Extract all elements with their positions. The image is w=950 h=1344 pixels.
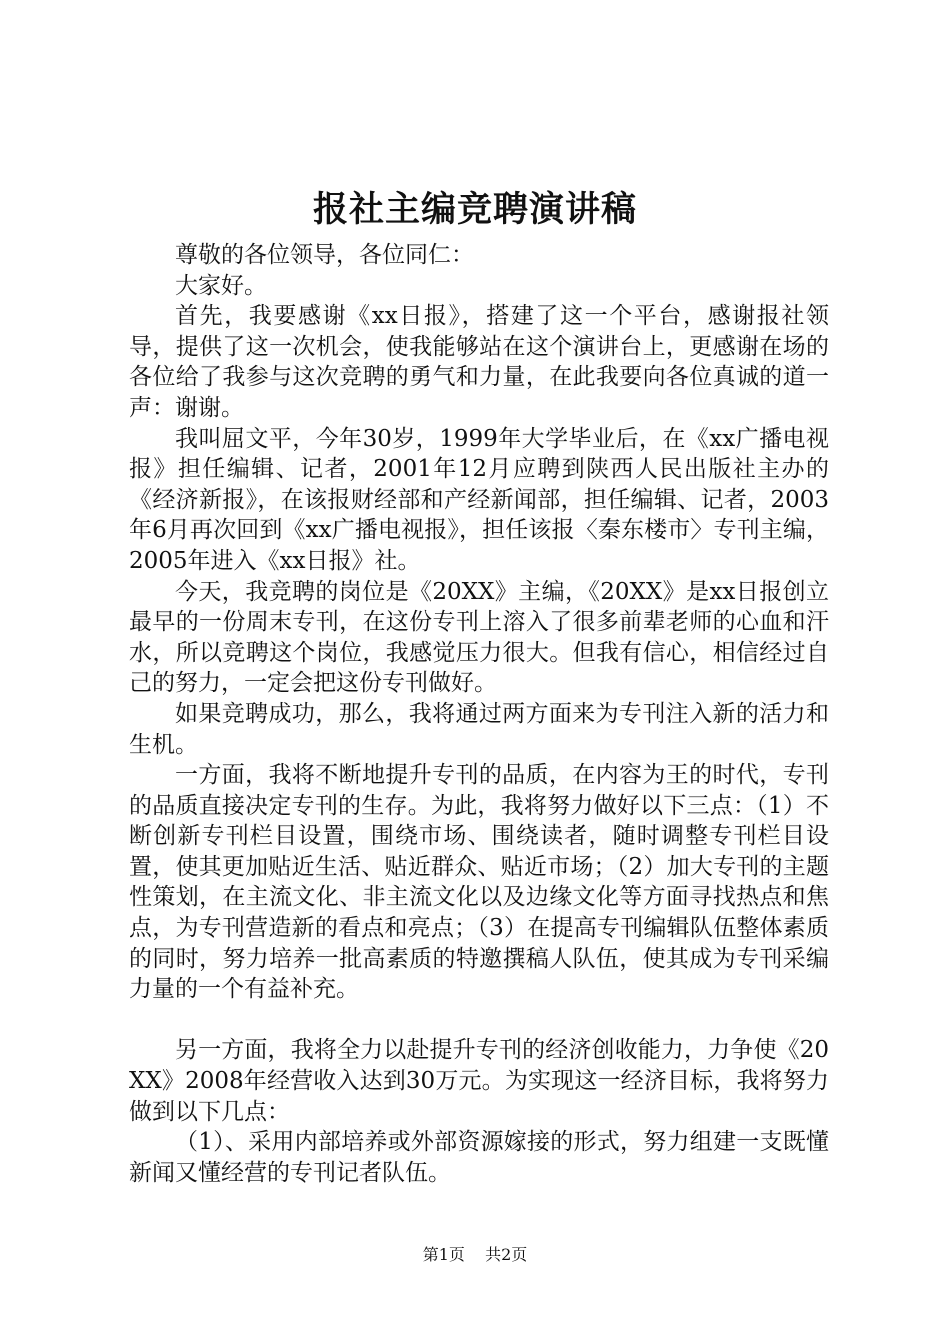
paragraph-greeting: 大家好。 bbox=[175, 272, 267, 299]
paragraph-revenue-point-1: （1）、采用内部培养或外部资源嫁接的形式，努力组建一支既懂新闻又懂经营的专刊记者队伍。 bbox=[129, 1129, 829, 1186]
paragraph-revenue: 另一方面，我将全力以赴提升专刊的经济创收能力，力争使《20XX》2008年经营收入达到30万元。为实现这一经济目标，我将努力做到以下几点： bbox=[129, 1037, 829, 1125]
paragraph-plan-intro: 如果竞聘成功，那么，我将通过两方面来为专刊注入新的活力和生机。 bbox=[129, 700, 829, 758]
paragraph-self-introduction: 我叫屈文平，今年30岁，1999年大学毕业后，在《xx广播电视报》担任编辑、记者，2001年12月应聘到陕西人民出版社主办的《经济新报》，在该报财经部和产经新闻部，担任编辑、记者，2003年6月再次回到《xx广播电视报》，担任该报〈秦东楼市〉专刊主编，2005年进入《xx日报》社。 bbox=[129, 425, 829, 574]
document-title: 报社主编竞聘演讲稿 bbox=[312, 189, 637, 230]
page-number: 第1页 bbox=[422, 1245, 465, 1264]
page-total: 共2页 bbox=[485, 1245, 528, 1264]
paragraph-thanks: 首先，我要感谢《xx日报》，搭建了这一个平台，感谢报社领导，提供了这一次机会，使我能够站在这个演讲台上，更感谢在场的各位给了我参与这次竞聘的勇气和力量，在此我要向各位真诚的道一声：谢谢。 bbox=[129, 303, 829, 421]
paragraph-salutation: 尊敬的各位领导，各位同仁： bbox=[175, 242, 474, 268]
paragraph-quality: 一方面，我将不断地提升专刊的品质，在内容为王的时代，专刊的品质直接决定专刊的生存。为此，我将努力做好以下三点：（1）不断创新专刊栏目设置，围绕市场、围绕读者，随时调整专刊栏目设置，使其更加贴近生活、贴近群众、贴近市场；（2）加大专刊的主题性策划，在主流文化、非主流文化以及边缘文化等方面寻找热点和焦点，为专刊营造新的看点和亮点；（3）在提高专刊编辑队伍整体素质的同时，努力培养一批高素质的特邀撰稿人队伍，使其成为专刊采编力量的一个有益补充。 bbox=[129, 762, 829, 1003]
document-body bbox=[129, 240, 829, 1188]
paragraph-spacer bbox=[129, 1005, 829, 1036]
paragraph-position: 今天，我竞聘的岗位是《20XX》主编，《20XX》是xx日报创立最早的一份周末专刊，在这份专刊上溶入了很多前辈老师的心血和汗水，所以竞聘这个岗位，我感觉压力很大。但我有信心，相信经过自己的努力，一定会把这份专刊做好。 bbox=[129, 578, 829, 697]
page-footer bbox=[0, 1244, 950, 1266]
